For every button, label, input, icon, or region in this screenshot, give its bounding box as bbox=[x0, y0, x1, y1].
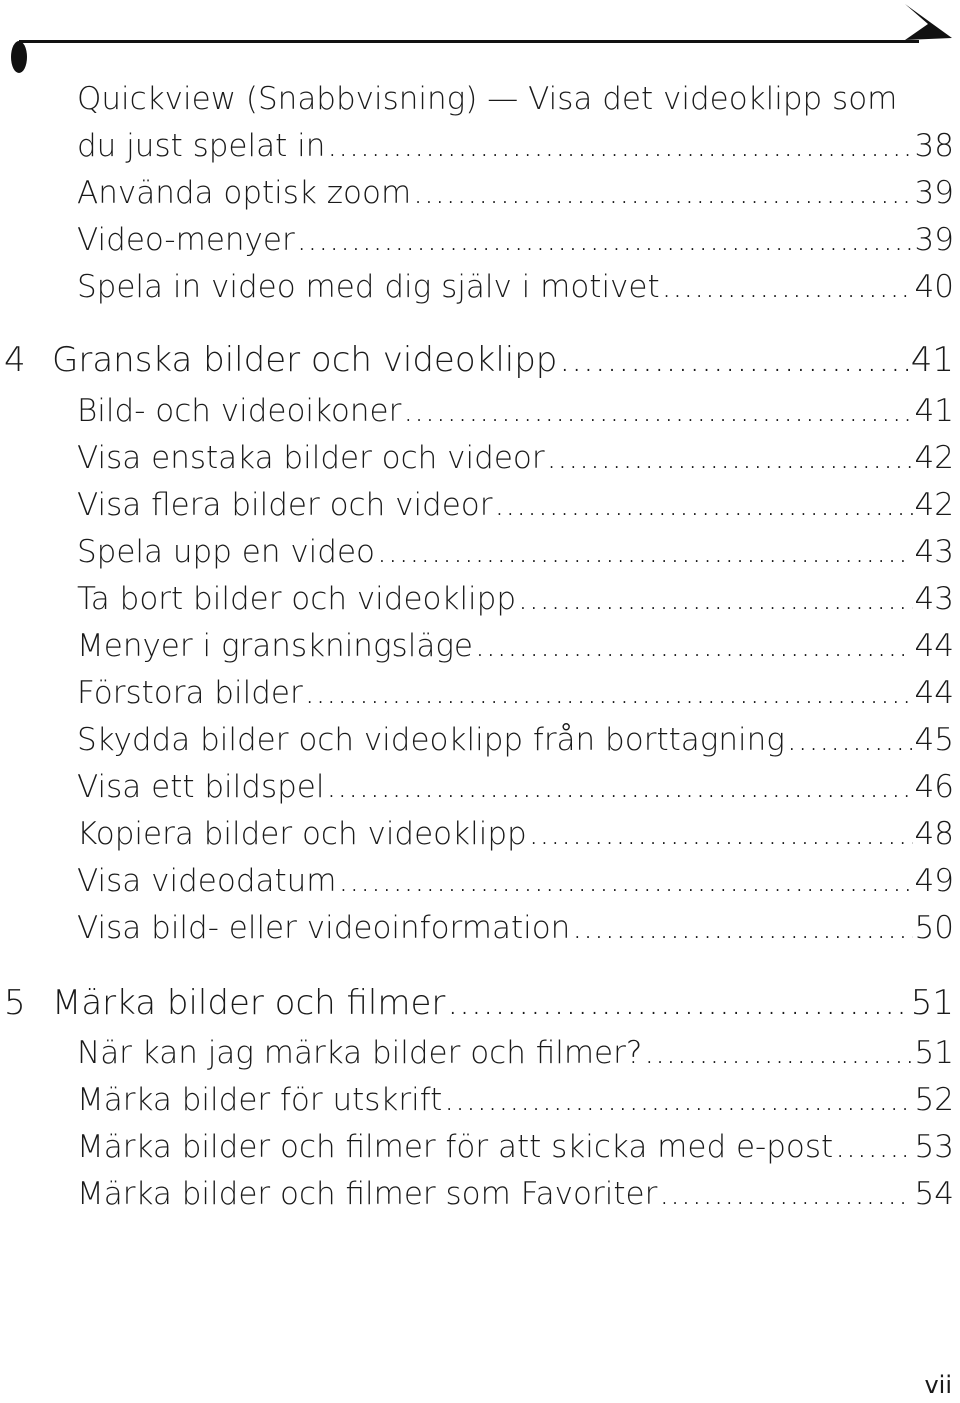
toc-entry-label: Spela in video med dig själv i motivet bbox=[77, 269, 660, 305]
header-rule-line bbox=[19, 40, 919, 43]
toc-page-number: 41 bbox=[914, 393, 954, 429]
toc-entry-label: Video-menyer bbox=[77, 222, 295, 258]
toc-entry-label: Spela upp en video bbox=[77, 534, 375, 570]
toc-entry[interactable] bbox=[77, 435, 954, 482]
header-rule-left-dot bbox=[11, 41, 27, 73]
toc-entry-label: Menyer i granskningsläge bbox=[77, 628, 473, 664]
toc-page-number: 48 bbox=[914, 816, 954, 852]
header-rule-decoration bbox=[0, 0, 960, 80]
toc-page-number: 51 bbox=[914, 1035, 954, 1071]
toc-leader-dots bbox=[339, 858, 913, 905]
toc-entry-quickview-line1: Quickview (Snabbvisning) — Visa det videoklipp som bbox=[77, 81, 898, 117]
toc-entry-label: Visa ett bildspel bbox=[77, 769, 325, 805]
toc-entry[interactable] bbox=[77, 905, 954, 952]
toc-entry-label: du just spelat in bbox=[77, 128, 326, 164]
toc-entry-label: Bild- och videoikoner bbox=[77, 393, 402, 429]
toc-page-number: 42 bbox=[914, 440, 954, 476]
toc-entry[interactable] bbox=[77, 388, 954, 435]
toc-leader-dots bbox=[662, 264, 913, 311]
toc-page-number: 39 bbox=[914, 222, 954, 258]
toc-page-number: 51 bbox=[910, 983, 954, 1023]
toc-leader-dots bbox=[327, 123, 912, 170]
toc-page-number: 43 bbox=[914, 534, 954, 570]
header-rule-arrow-icon bbox=[905, 4, 952, 40]
toc-leader-dots bbox=[447, 978, 908, 1028]
toc-page-number: 54 bbox=[914, 1176, 954, 1212]
toc-chapter-number: 5 bbox=[4, 983, 26, 1023]
toc-page-number: 42 bbox=[914, 487, 954, 523]
toc-page-number: 52 bbox=[914, 1082, 954, 1118]
toc-entry[interactable] bbox=[77, 482, 954, 529]
toc-entry[interactable] bbox=[77, 811, 954, 858]
toc-leader-dots bbox=[529, 811, 913, 858]
toc-entry[interactable] bbox=[77, 170, 954, 217]
toc-entry[interactable] bbox=[77, 670, 954, 717]
toc-page-number: 40 bbox=[914, 269, 954, 305]
toc-leader-dots bbox=[305, 670, 913, 717]
toc-entry-label: Förstora bilder bbox=[77, 675, 303, 711]
toc-page-number: 44 bbox=[914, 675, 954, 711]
toc-chapter-label bbox=[4, 335, 557, 385]
toc-chapter-title: Granska bilder och videoklipp bbox=[52, 340, 558, 380]
toc-page-number: 49 bbox=[914, 863, 954, 899]
toc-entry-label: Använda optisk zoom bbox=[77, 175, 412, 211]
toc-entry[interactable] bbox=[77, 858, 954, 905]
toc-entry-quickview[interactable] bbox=[77, 123, 954, 170]
toc-entry[interactable] bbox=[77, 1171, 954, 1218]
toc-leader-dots bbox=[644, 1030, 912, 1077]
toc-chapter-label bbox=[4, 978, 445, 1028]
toc-entry-label: Märka bilder och filmer som Favoriter bbox=[77, 1176, 658, 1212]
toc-entry-label: Skydda bilder och videoklipp från borttagning bbox=[77, 722, 785, 758]
toc-entry-label: Visa videodatum bbox=[77, 863, 337, 899]
toc-entry-label: Ta bort bilder och videoklipp bbox=[77, 581, 517, 617]
toc-leader-dots bbox=[413, 170, 912, 217]
toc-leader-dots bbox=[326, 764, 912, 811]
toc-page-number: 45 bbox=[914, 722, 954, 758]
toc-chapter-4[interactable] bbox=[4, 335, 954, 385]
toc-entry[interactable] bbox=[77, 217, 954, 264]
toc-entry-label: Märka bilder och filmer för att skicka med e-post bbox=[77, 1129, 834, 1165]
toc-entry-label: Märka bilder för utskrift bbox=[77, 1082, 443, 1118]
toc-entry[interactable] bbox=[77, 717, 954, 764]
toc-chapter-title: Märka bilder och filmer bbox=[52, 983, 446, 1023]
toc-leader-dots bbox=[297, 217, 913, 264]
toc-entry[interactable] bbox=[77, 1077, 954, 1124]
page-folio: vii bbox=[924, 1371, 952, 1399]
toc-entry[interactable] bbox=[77, 1030, 954, 1077]
toc-entry-label: När kan jag märka bilder och filmer? bbox=[77, 1035, 643, 1071]
toc-entry[interactable] bbox=[77, 764, 954, 811]
toc-entry-label: Visa enstaka bilder och videor bbox=[77, 440, 545, 476]
toc-leader-dots bbox=[403, 388, 912, 435]
toc-entry-label: Visa flera bilder och videor bbox=[77, 487, 493, 523]
toc-page-number: 50 bbox=[914, 910, 954, 946]
toc-page-number: 53 bbox=[914, 1129, 954, 1165]
toc-entry-label: Visa bild- eller videoinformation bbox=[77, 910, 571, 946]
toc-leader-dots bbox=[835, 1124, 912, 1171]
toc-page-number: 41 bbox=[910, 340, 954, 380]
toc-entry[interactable] bbox=[77, 1124, 954, 1171]
toc-leader-dots bbox=[559, 335, 908, 385]
toc-entry[interactable] bbox=[77, 576, 954, 623]
toc-entry[interactable] bbox=[77, 623, 954, 670]
toc-entry[interactable] bbox=[77, 264, 954, 311]
toc-leader-dots bbox=[444, 1077, 912, 1124]
toc-leader-dots bbox=[475, 623, 913, 670]
toc-entry[interactable] bbox=[77, 529, 954, 576]
toc-chapter-number: 4 bbox=[4, 340, 26, 380]
toc-leader-dots bbox=[659, 1171, 912, 1218]
toc-page-number: 43 bbox=[914, 581, 954, 617]
toc-leader-dots bbox=[572, 905, 912, 952]
toc-page-number: 39 bbox=[914, 175, 954, 211]
toc-entry-label: Kopiera bilder och videoklipp bbox=[77, 816, 527, 852]
toc-leader-dots bbox=[547, 435, 913, 482]
toc-page-number: 44 bbox=[914, 628, 954, 664]
toc-leader-dots bbox=[495, 482, 913, 529]
toc-page-number: 38 bbox=[914, 128, 954, 164]
toc-chapter-5[interactable] bbox=[4, 978, 954, 1028]
toc-leader-dots bbox=[518, 576, 913, 623]
toc-leader-dots bbox=[787, 717, 913, 764]
toc-page-number: 46 bbox=[914, 769, 954, 805]
toc-leader-dots bbox=[377, 529, 913, 576]
